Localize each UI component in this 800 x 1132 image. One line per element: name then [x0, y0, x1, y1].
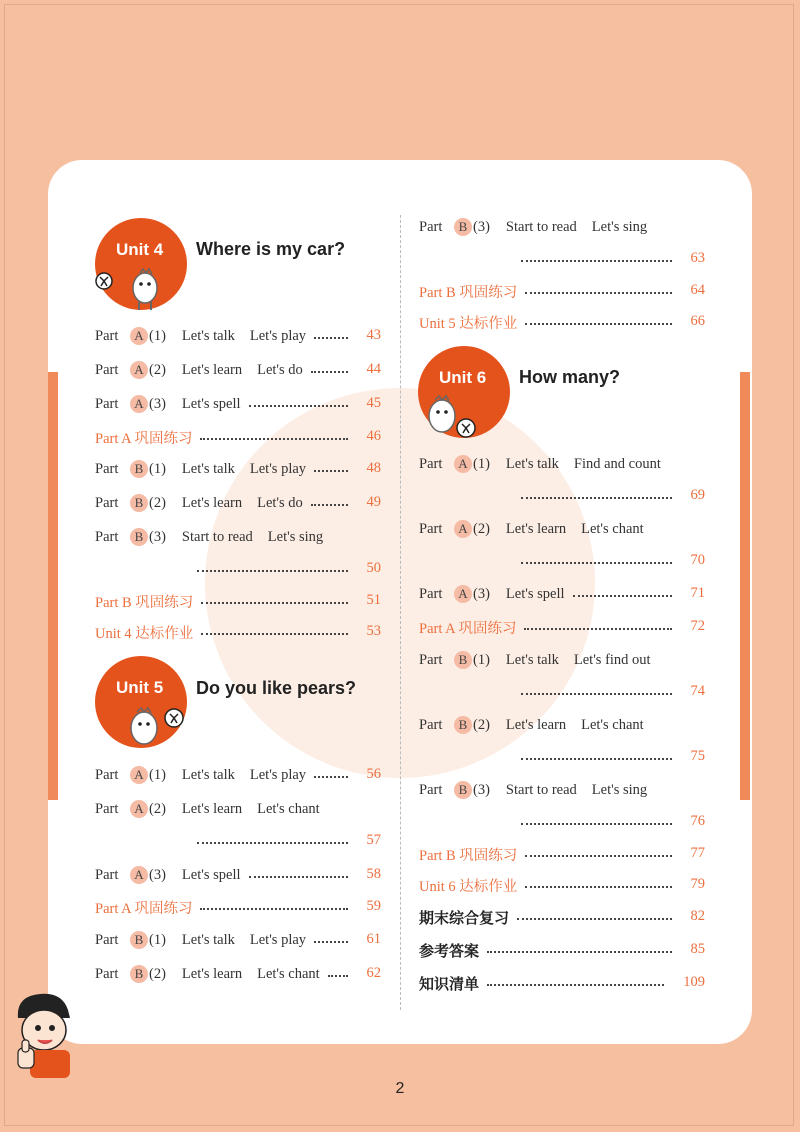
- left-edge-bar: [48, 372, 58, 800]
- toc-entry[interactable]: [95, 425, 192, 449]
- part-letter-badge: A: [130, 766, 148, 784]
- activity-label: Let's learn: [505, 716, 567, 733]
- leader-dots: [487, 951, 672, 953]
- leader-dots: [314, 941, 348, 943]
- part-label: Part: [419, 520, 443, 537]
- page-ref: 77: [690, 845, 705, 861]
- activity-label: Start to read: [505, 781, 577, 798]
- toc-entry[interactable]: [419, 215, 647, 239]
- toc-entry[interactable]: [95, 895, 192, 919]
- toc-entry-title: Part A 巩固练习: [419, 620, 517, 637]
- unit-6-badge: Unit 6: [439, 368, 487, 387]
- activity-label: Let's chant: [257, 800, 320, 817]
- activity-label: Let's chant: [257, 965, 320, 982]
- part-letter-badge: B: [454, 651, 472, 669]
- activity-label: Let's talk: [181, 327, 235, 344]
- page-ref: 79: [690, 876, 705, 892]
- toc-entry[interactable]: [419, 938, 479, 962]
- section-number: (2): [149, 494, 166, 511]
- leader-dots: [487, 984, 664, 986]
- part-letter-badge: B: [130, 528, 148, 546]
- section-number: (2): [149, 800, 166, 817]
- activity-label: Let's find out: [573, 651, 651, 668]
- part-label: Part: [419, 585, 443, 602]
- activity-label: Let's play: [249, 327, 307, 344]
- page-ref: 57: [366, 832, 381, 848]
- page-ref: 46: [366, 428, 381, 444]
- part-label: Part: [95, 327, 119, 344]
- part-label: Part: [95, 766, 119, 783]
- unit-4-title: Where is my car?: [196, 239, 346, 259]
- toc-entry[interactable]: [419, 905, 509, 929]
- part-label: Part: [95, 931, 119, 948]
- activity-label: Let's do: [257, 361, 303, 378]
- part-letter-badge: A: [130, 327, 148, 345]
- page-ref: 51: [366, 592, 381, 608]
- column-divider: [400, 215, 401, 1010]
- leader-dots: [314, 337, 348, 339]
- section-number: (1): [149, 931, 166, 948]
- section-number: (1): [149, 460, 166, 477]
- toc-entry[interactable]: [419, 648, 651, 672]
- leader-dots: [525, 855, 672, 857]
- activity-label: Let's sing: [267, 528, 324, 545]
- section-number: (3): [473, 585, 490, 602]
- leader-dots: [328, 975, 348, 977]
- page-ref: 71: [690, 585, 705, 601]
- activity-label: Let's play: [249, 931, 307, 948]
- activity-label: Let's talk: [181, 460, 235, 477]
- leader-dots: [201, 633, 348, 635]
- toc-entry-title: Part B 巩固练习: [419, 284, 518, 301]
- leader-dots: [249, 405, 348, 407]
- page-ref: 50: [366, 560, 381, 576]
- toc-entry-title: Unit 6 达标作业: [419, 878, 518, 895]
- page-ref: 44: [366, 361, 381, 377]
- section-number: (1): [473, 651, 490, 668]
- part-letter-badge: B: [454, 716, 472, 734]
- leader-dots: [200, 908, 348, 910]
- toc-entry-title: 期末综合复习: [419, 908, 510, 927]
- page-ref: 59: [366, 898, 381, 914]
- toc-entry[interactable]: [419, 778, 647, 802]
- page-ref: 64: [690, 282, 705, 298]
- part-label: Part: [419, 651, 443, 668]
- activity-label: Let's chant: [581, 520, 644, 537]
- leader-dots: [517, 918, 672, 920]
- toc-entry[interactable]: [419, 310, 517, 334]
- page-ref: 48: [366, 460, 381, 476]
- dinosaur-mascot-icon: [420, 394, 490, 440]
- leader-dots: [201, 602, 348, 604]
- section-number: (2): [473, 716, 490, 733]
- part-letter-badge: A: [130, 800, 148, 818]
- leader-dots: [521, 260, 672, 262]
- page-ref: 61: [366, 931, 381, 947]
- page-ref: 72: [690, 618, 705, 634]
- leader-dots: [521, 693, 672, 695]
- toc-entry[interactable]: [95, 863, 241, 887]
- toc-entry[interactable]: [95, 358, 303, 382]
- toc-entry-title: 知识清单: [419, 974, 480, 993]
- dinosaur-mascot-icon: [95, 266, 175, 316]
- page-number: 2: [395, 1080, 405, 1097]
- part-label: Part: [95, 460, 119, 477]
- part-letter-badge: A: [454, 520, 472, 538]
- toc-entry[interactable]: [95, 392, 241, 416]
- toc-entry-title: Part A 巩固练习: [95, 430, 193, 447]
- section-number: (3): [149, 395, 166, 412]
- unit-4-badge: Unit 4: [116, 240, 164, 259]
- activity-label: Find and count: [573, 455, 661, 472]
- toc-entry[interactable]: [419, 842, 517, 866]
- section-number: (2): [149, 361, 166, 378]
- leader-dots: [197, 842, 348, 844]
- page-ref: 70: [690, 552, 705, 568]
- part-label: Part: [419, 455, 443, 472]
- toc-entry[interactable]: [95, 525, 323, 549]
- part-letter-badge: A: [454, 585, 472, 603]
- part-label: Part: [95, 395, 119, 412]
- section-number: (2): [473, 520, 490, 537]
- toc-entry[interactable]: [95, 589, 193, 613]
- leader-dots: [311, 504, 348, 506]
- toc-entry[interactable]: [419, 615, 516, 639]
- part-letter-badge: A: [130, 866, 148, 884]
- part-label: Part: [95, 361, 119, 378]
- toc-entry-title: Part A 巩固练习: [95, 900, 193, 917]
- part-letter-badge: B: [130, 931, 148, 949]
- page-ref: 63: [690, 250, 705, 266]
- page-ref: 62: [366, 965, 381, 981]
- page-ref: 75: [690, 748, 705, 764]
- toc-entry[interactable]: [419, 452, 661, 476]
- activity-label: Let's talk: [505, 455, 559, 472]
- section-number: (2): [149, 965, 166, 982]
- section-number: (1): [149, 327, 166, 344]
- page-ref: 53: [366, 623, 381, 639]
- part-label: Part: [419, 218, 443, 235]
- toc-entry[interactable]: [419, 873, 517, 897]
- activity-label: Start to read: [181, 528, 253, 545]
- activity-label: Let's learn: [505, 520, 567, 537]
- toc-entry-title: Unit 4 达标作业: [95, 625, 194, 642]
- activity-label: Let's spell: [505, 585, 565, 602]
- part-label: Part: [419, 781, 443, 798]
- page-ref: 74: [690, 683, 705, 699]
- leader-dots: [521, 562, 672, 564]
- activity-label: Let's learn: [181, 965, 243, 982]
- toc-entry[interactable]: [95, 324, 306, 348]
- toc-entry[interactable]: [95, 491, 303, 515]
- leader-dots: [521, 758, 672, 760]
- activity-label: Let's learn: [181, 361, 243, 378]
- part-letter-badge: B: [130, 494, 148, 512]
- toc-entry-title: 参考答案: [419, 941, 480, 960]
- toc-entry[interactable]: [95, 620, 193, 644]
- page-ref: 109: [683, 974, 705, 990]
- toc-entry[interactable]: [419, 713, 644, 737]
- section-number: (3): [473, 781, 490, 798]
- leader-dots: [521, 497, 672, 499]
- activity-label: Let's chant: [581, 716, 644, 733]
- part-label: Part: [95, 965, 119, 982]
- part-label: Part: [419, 716, 443, 733]
- toc-entry-title: Part B 巩固练习: [95, 594, 194, 611]
- activity-label: Let's talk: [505, 651, 559, 668]
- page-ref: 58: [366, 866, 381, 882]
- part-letter-badge: B: [454, 218, 472, 236]
- leader-dots: [521, 823, 672, 825]
- page-ref: 49: [366, 494, 381, 510]
- page-ref: 76: [690, 813, 705, 829]
- unit-5-title: Do you like pears?: [196, 678, 357, 698]
- section-number: (1): [473, 455, 490, 472]
- activity-label: Let's play: [249, 766, 307, 783]
- activity-label: Let's spell: [181, 866, 241, 883]
- leader-dots: [314, 470, 348, 472]
- toc-entry[interactable]: [95, 797, 320, 821]
- activity-label: Let's talk: [181, 766, 235, 783]
- page-ref: 85: [690, 941, 705, 957]
- activity-label: Let's sing: [591, 781, 648, 798]
- section-number: (3): [149, 528, 166, 545]
- part-letter-badge: B: [130, 460, 148, 478]
- toc-entry[interactable]: [419, 279, 517, 303]
- section-number: (3): [473, 218, 490, 235]
- page-ref: 56: [366, 766, 381, 782]
- toc-entry[interactable]: [419, 971, 479, 995]
- activity-label: Let's learn: [181, 800, 243, 817]
- leader-dots: [525, 292, 672, 294]
- cartoon-boy-thumbs-up-icon: [10, 988, 80, 1080]
- leader-dots: [249, 876, 348, 878]
- leader-dots: [197, 570, 348, 572]
- part-letter-badge: B: [454, 781, 472, 799]
- part-label: Part: [95, 866, 119, 883]
- part-letter-badge: A: [130, 395, 148, 413]
- activity-label: Let's spell: [181, 395, 241, 412]
- part-letter-badge: A: [130, 361, 148, 379]
- leader-dots: [524, 628, 672, 630]
- section-number: (3): [149, 866, 166, 883]
- toc-entry[interactable]: [95, 962, 320, 986]
- unit-5-badge: Unit 5: [116, 678, 164, 697]
- activity-label: Let's talk: [181, 931, 235, 948]
- part-label: Part: [95, 494, 119, 511]
- toc-entry[interactable]: [419, 517, 644, 541]
- leader-dots: [525, 323, 672, 325]
- leader-dots: [573, 595, 672, 597]
- leader-dots: [311, 371, 348, 373]
- page-ref: 43: [366, 327, 381, 343]
- page-ref: 69: [690, 487, 705, 503]
- leader-dots: [525, 886, 672, 888]
- section-number: (1): [149, 766, 166, 783]
- part-letter-badge: B: [130, 965, 148, 983]
- activity-label: Start to read: [505, 218, 577, 235]
- toc-entry[interactable]: [95, 928, 306, 952]
- leader-dots: [200, 438, 348, 440]
- activity-label: Let's learn: [181, 494, 243, 511]
- page-ref: 66: [690, 313, 705, 329]
- toc-entry[interactable]: [95, 763, 306, 787]
- page-ref: 45: [366, 395, 381, 411]
- toc-entry-title: Unit 5 达标作业: [419, 315, 518, 332]
- toc-entry[interactable]: [419, 582, 565, 606]
- part-letter-badge: A: [454, 455, 472, 473]
- leader-dots: [314, 776, 348, 778]
- part-label: Part: [95, 528, 119, 545]
- unit-6-title: How many?: [519, 367, 621, 387]
- part-label: Part: [95, 800, 119, 817]
- toc-entry-title: Part B 巩固练习: [419, 847, 518, 864]
- activity-label: Let's do: [257, 494, 303, 511]
- dinosaur-mascot-icon: [122, 706, 192, 752]
- page-ref: 82: [690, 908, 705, 924]
- toc-entry[interactable]: [95, 457, 306, 481]
- activity-label: Let's sing: [591, 218, 648, 235]
- activity-label: Let's play: [249, 460, 307, 477]
- right-edge-bar: [740, 372, 750, 800]
